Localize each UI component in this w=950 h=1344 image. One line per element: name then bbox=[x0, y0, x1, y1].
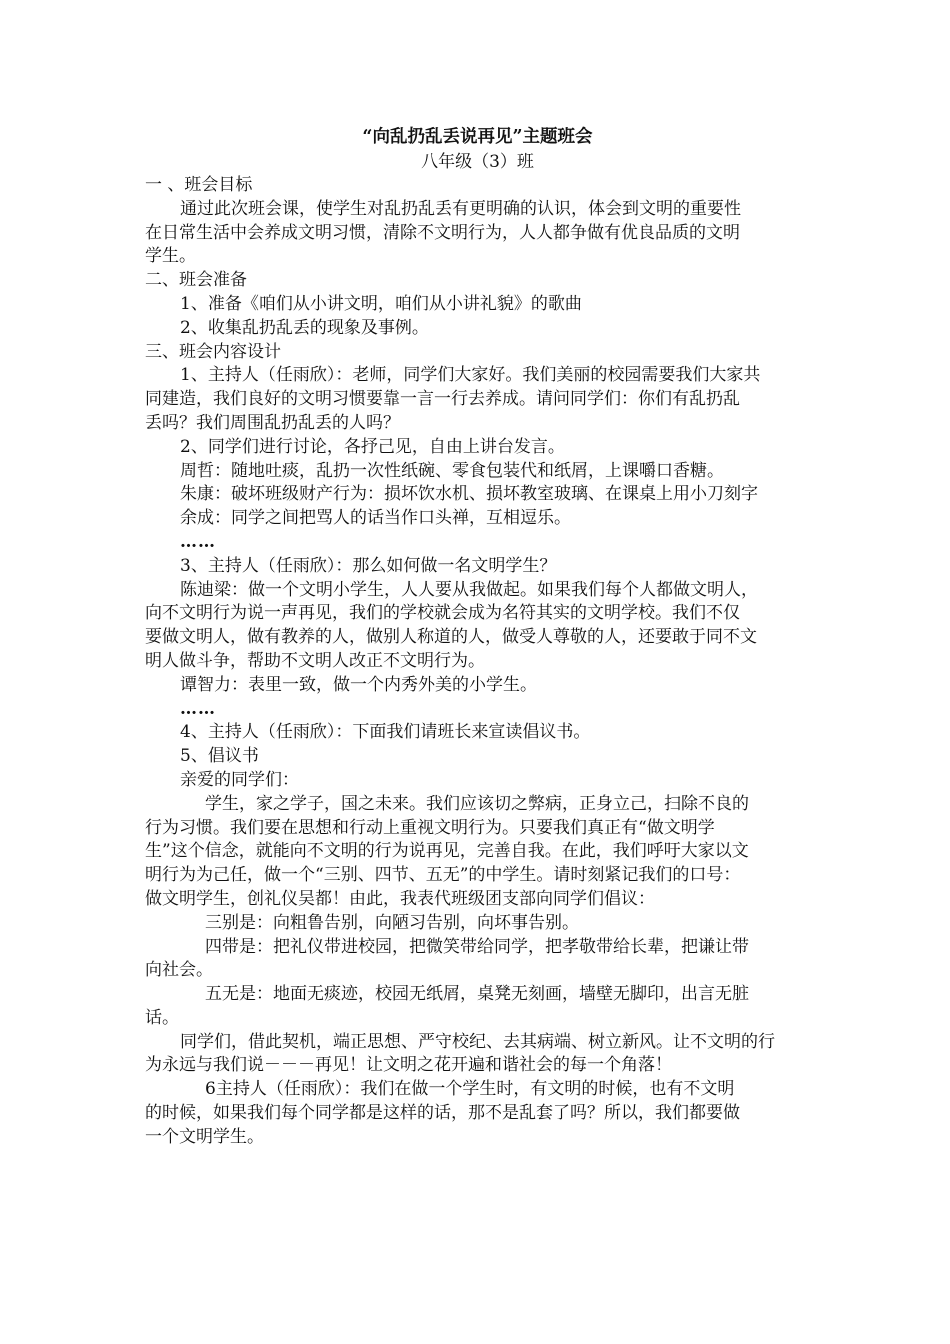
paragraph-line: 生”这个信念，就能向不文明的行为说再见，完善自我。在此，我们呼吁大家以文 bbox=[145, 841, 749, 862]
paragraph-line: 做文明学生，创礼仪吴都！由此，我表代班级团支部向同学们倡议： bbox=[145, 888, 655, 909]
paragraph-line: 学生，家之学子，国之未来。我们应该切之弊病，正身立己，扫除不良的 bbox=[205, 793, 749, 814]
ellipsis-line: …… bbox=[180, 531, 216, 552]
salutation-line: 亲爱的同学们： bbox=[180, 769, 299, 790]
list-item: 1、准备《咱们从小讲文明，咱们从小讲礼貌》的歌曲 bbox=[180, 293, 582, 314]
paragraph-line: 2、同学们进行讨论，各抒己见，自由上讲台发言。 bbox=[180, 436, 565, 457]
document-subtitle: 八年级（3）班 bbox=[421, 152, 534, 172]
paragraph-line: 4、主持人（任雨欣）：下面我们请班长来宣读倡议书。 bbox=[180, 722, 591, 743]
paragraph-line: 向不文明行为说一声再见，我们的学校就会成为名符其实的文明学校。我们不仅 bbox=[145, 603, 740, 624]
list-item: 2、收集乱扔乱丢的现象及事例。 bbox=[180, 317, 429, 338]
speaker-line: 余成：同学之间把骂人的话当作口头禅，互相逗乐。 bbox=[180, 508, 571, 529]
ellipsis-line: …… bbox=[180, 698, 216, 719]
document-title: “向乱扔乱丢说再见”主题班会 bbox=[362, 127, 593, 147]
paragraph-line: 的时候，如果我们每个同学都是这样的话，那不是乱套了吗？所以，我们都要做 bbox=[145, 1103, 740, 1124]
paragraph-line: 同建造，我们良好的文明习惯要靠一言一行去养成。请问同学们：你们有乱扔乱 bbox=[145, 389, 740, 410]
paragraph-line: 明人做斗争，帮助不文明人改正不文明行为。 bbox=[145, 650, 485, 671]
paragraph-line: 四带是：把礼仪带进校园，把微笑带给同学，把孝敬带给长辈，把谦让带 bbox=[205, 936, 749, 957]
paragraph-line: 同学们，借此契机，端正思想、严守校纪、去其病端、树立新风。让不文明的行 bbox=[180, 1031, 775, 1052]
paragraph-line: 1、主持人（任雨欣）：老师，同学们大家好。我们美丽的校园需要我们大家共 bbox=[180, 365, 761, 386]
paragraph-line: 3、主持人（任雨欣）：那么如何做一名文明学生？ bbox=[180, 555, 557, 576]
paragraph-line: 三别是：向粗鲁告别，向陋习告别，向坏事告别。 bbox=[205, 912, 579, 933]
paragraph-line: 明行为为己任，做一个“三别、四节、五无”的中学生。请时刻紧记我们的口号： bbox=[145, 865, 741, 886]
speaker-line: 朱康：破坏班级财产行为：损坏饮水机、损坏教室玻璃、在课桌上用小刀刻字 bbox=[180, 484, 758, 505]
paragraph-line: 在日常生活中会养成文明习惯，清除不文明行为，人人都争做有优良品质的文明 bbox=[145, 222, 740, 243]
section-heading-preparation: 二、班会准备 bbox=[145, 270, 247, 291]
section-heading-goals: 一 、班会目标 bbox=[145, 175, 253, 195]
paragraph-line: 丢吗？我们周围乱扔乱丢的人吗？ bbox=[145, 412, 400, 433]
paragraph-line: 为永远与我们说－－－再见！让文明之花开遍和谐社会的每一个角落！ bbox=[145, 1055, 672, 1076]
paragraph-line: 5、倡议书 bbox=[180, 746, 259, 767]
document-page bbox=[145, 124, 810, 1150]
paragraph-line: 要做文明人，做有教养的人，做别人称道的人，做受人尊敬的人，还要敢于同不文 bbox=[145, 627, 757, 648]
paragraph-line: 学生。 bbox=[145, 246, 196, 267]
paragraph-line: 行为习惯。我们要在思想和行动上重视文明行为。只要我们真正有“做文明学 bbox=[145, 817, 715, 838]
paragraph-line: 通过此次班会课，使学生对乱扔乱丢有更明确的认识，体会到文明的重要性 bbox=[180, 198, 741, 219]
paragraph-line: 五无是：地面无痰迹，校园无纸屑，桌凳无刻画，墙壁无脚印，出言无脏 bbox=[205, 984, 749, 1005]
paragraph-line: 6主持人（任雨欣）：我们在做一个学生时，有文明的时候，也有不文明 bbox=[205, 1079, 735, 1100]
paragraph-line: 话。 bbox=[145, 1007, 179, 1028]
paragraph-line: 一个文明学生。 bbox=[145, 1126, 264, 1147]
speaker-line: 谭智力：表里一致，做一个内秀外美的小学生。 bbox=[180, 674, 537, 695]
paragraph-line: 向社会。 bbox=[145, 960, 213, 981]
speaker-line: 周哲：随地吐痰，乱扔一次性纸碗、零食包装代和纸屑，上课嚼口香糖。 bbox=[180, 460, 724, 481]
section-heading-content: 三、班会内容设计 bbox=[145, 341, 281, 362]
speaker-line: 陈迪梁：做一个文明小学生，人人要从我做起。如果我们每个人都做文明人， bbox=[180, 579, 758, 600]
